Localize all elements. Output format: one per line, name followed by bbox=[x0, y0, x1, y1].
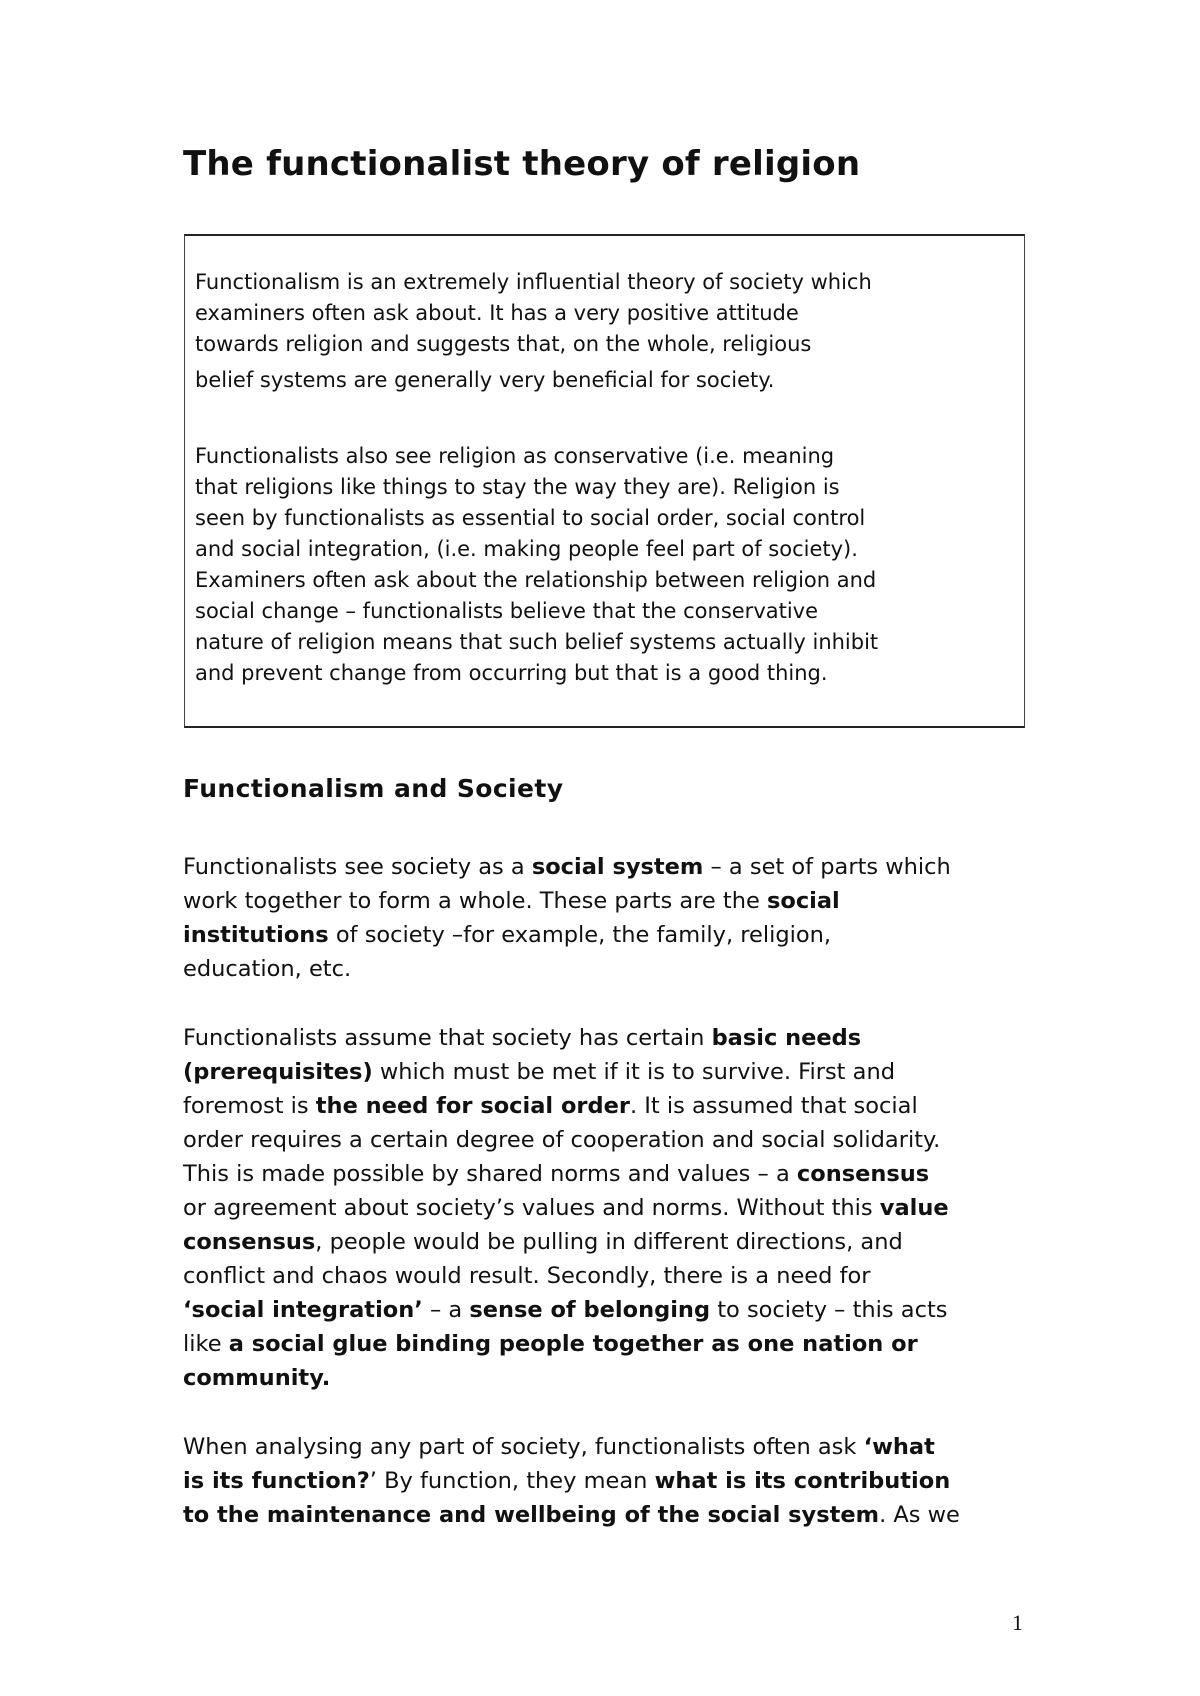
bold-term: is its function? bbox=[183, 1468, 370, 1494]
text-span: foremost is bbox=[183, 1093, 316, 1119]
text-line bbox=[183, 1327, 949, 1361]
text-span: When analysing any part of society, functionalists often ask bbox=[183, 1434, 864, 1460]
bold-term: a social glue binding people together as one nation or bbox=[228, 1331, 918, 1357]
text-line: social change – functionalists believe that the conservative bbox=[195, 599, 819, 623]
text-span: work together to form a whole. These parts are the bbox=[183, 888, 767, 914]
text-line bbox=[183, 1498, 960, 1532]
text-span: Functionalists see society as a bbox=[183, 854, 532, 880]
bold-term: sense of belonging bbox=[469, 1297, 711, 1323]
text-span: Functionalists assume that society has certain bbox=[183, 1025, 712, 1051]
bold-term: consensus bbox=[183, 1229, 316, 1255]
text-line: order requires a certain degree of cooperation and social solidarity. bbox=[183, 1127, 941, 1153]
text-line: conflict and chaos would result. Secondly, there is a need for bbox=[183, 1263, 871, 1289]
bold-term: ‘what bbox=[863, 1434, 935, 1460]
text-line: belief systems are generally very beneficial for society. bbox=[195, 368, 775, 392]
text-line bbox=[183, 884, 951, 918]
bold-term: (prerequisites) bbox=[183, 1059, 373, 1085]
text-line: Functionalism is an extremely influential theory of society which bbox=[195, 270, 872, 294]
text-line bbox=[183, 1157, 949, 1191]
text-span: or agreement about society’s values and norms. Without this bbox=[183, 1195, 880, 1221]
text-line: Functionalists also see religion as conservative (i.e. meaning bbox=[195, 444, 835, 468]
bold-term: consensus bbox=[796, 1161, 930, 1187]
text-line: that religions like things to stay the way they are). Religion is bbox=[195, 475, 840, 499]
intro-paragraph-1 bbox=[195, 267, 872, 396]
intro-paragraph-2 bbox=[195, 441, 878, 689]
text-span: This is made possible by shared norms and values – a bbox=[183, 1161, 797, 1187]
body-paragraph-3 bbox=[183, 1430, 960, 1532]
body-paragraph-1 bbox=[183, 850, 951, 986]
text-span: – a bbox=[422, 1297, 470, 1323]
text-span: to society – this acts bbox=[710, 1297, 948, 1323]
text-span: . It is assumed that social bbox=[629, 1093, 918, 1119]
text-line bbox=[183, 1464, 960, 1498]
text-span: like bbox=[183, 1331, 229, 1357]
text-span: , people would be pulling in different directions, and bbox=[315, 1229, 903, 1255]
text-span: . As we bbox=[879, 1502, 960, 1528]
text-line bbox=[183, 1225, 949, 1259]
text-line bbox=[183, 1293, 949, 1327]
text-span: which must be met if it is to survive. First and bbox=[372, 1059, 895, 1085]
text-line: nature of religion means that such belief systems actually inhibit bbox=[195, 630, 879, 654]
text-line bbox=[183, 1361, 949, 1395]
bold-term: the need for social order bbox=[315, 1093, 630, 1119]
bold-term: ‘social integration’ bbox=[183, 1297, 423, 1323]
text-line: towards religion and suggests that, on the whole, religious bbox=[195, 332, 812, 356]
text-line: seen by functionalists as essential to social order, social control bbox=[195, 506, 866, 530]
text-line bbox=[183, 1055, 949, 1089]
page-title: The functionalist theory of religion bbox=[183, 144, 861, 184]
bold-term: social bbox=[766, 888, 840, 914]
text-span: ’ By function, they mean bbox=[369, 1468, 655, 1494]
bold-term: social system bbox=[531, 854, 704, 880]
text-line bbox=[183, 918, 951, 952]
text-span: of society –for example, the family, religion, bbox=[328, 922, 832, 948]
text-line bbox=[183, 850, 951, 884]
bold-term: community. bbox=[183, 1365, 331, 1391]
text-span: – a set of parts which bbox=[703, 854, 951, 880]
bold-term: to the maintenance and wellbeing of the social system bbox=[183, 1502, 880, 1528]
section-heading: Functionalism and Society bbox=[183, 774, 564, 803]
text-line: Examiners often ask about the relationship between religion and bbox=[195, 568, 877, 592]
bold-term: value bbox=[879, 1195, 949, 1221]
text-line bbox=[183, 1021, 949, 1055]
bold-term: institutions bbox=[183, 922, 329, 948]
intro-box bbox=[184, 234, 1025, 728]
body-paragraph-2 bbox=[183, 1021, 949, 1395]
text-line bbox=[183, 1089, 949, 1123]
text-line: education, etc. bbox=[183, 956, 352, 982]
text-line bbox=[183, 1191, 949, 1225]
text-line bbox=[183, 1430, 960, 1464]
bold-term: what is its contribution bbox=[654, 1468, 951, 1494]
text-line: examiners often ask about. It has a very positive attitude bbox=[195, 301, 799, 325]
bold-term: basic needs bbox=[711, 1025, 862, 1051]
page-number: 1 bbox=[1012, 1610, 1023, 1635]
text-line: and social integration, (i.e. making people feel part of society). bbox=[195, 537, 858, 561]
text-line: and prevent change from occurring but that is a good thing. bbox=[195, 661, 828, 685]
